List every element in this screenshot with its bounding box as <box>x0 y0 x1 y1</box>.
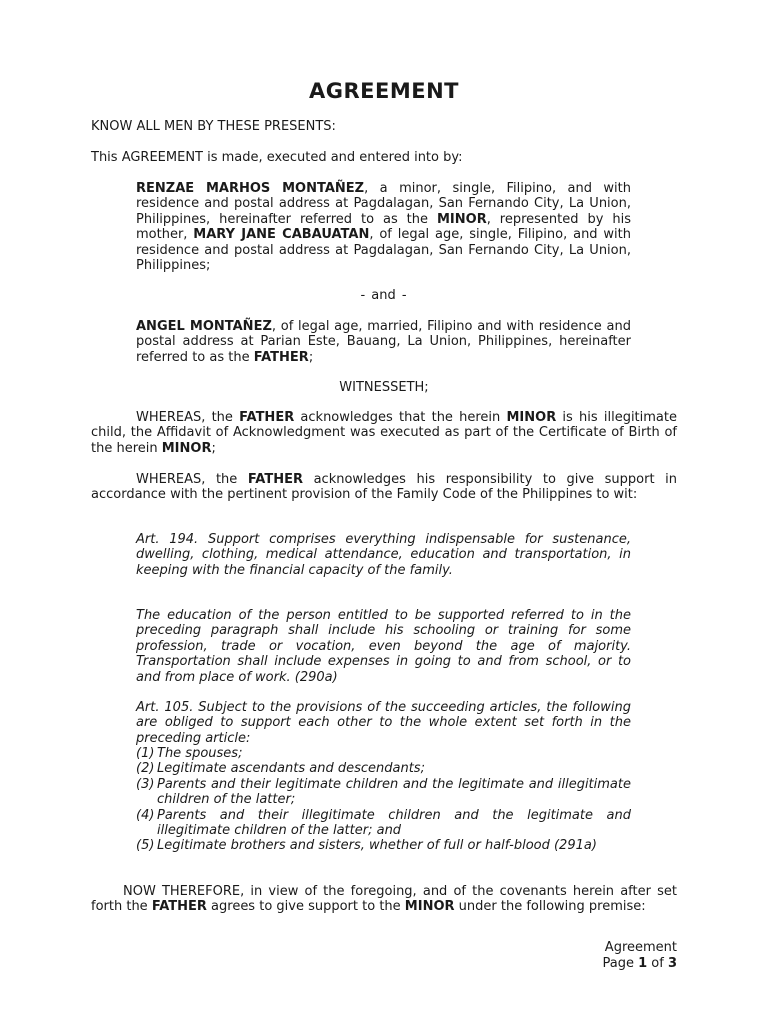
now-therefore-paragraph: NOW THEREFORE, in view of the foregoing, and of the covenants herein after set forth the FATHER agrees to give support to the MINOR under the following premise: <box>91 884 677 915</box>
document-title: AGREEMENT <box>309 79 459 103</box>
page-number: Page 1 of 3 <box>602 956 677 971</box>
quote-art-105: Art. 105. Subject to the provisions of the succeeding articles, the following are obliged to support each other to the whole extent set forth in the preceding article: <box>136 700 631 746</box>
total-pages: 3 <box>667 956 677 971</box>
list-item: (4) Parents and their illegitimate children and the legitimate and illegitimate children of the latter; and <box>136 807 631 839</box>
party-minor-paragraph: RENZAE MARHOS MONTAÑEZ, a minor, single, Filipino, and with residence and postal address at Pagdalagan, San Fernando City, La Union, Philippines, hereinafter referred to as the MINOR, represented by his mother, MARY JANE CABAUATAN, of legal age, single, Filipino, and with residence and postal address at Pagdalagan, San Fernando City, La Union, Philippines; <box>136 181 631 274</box>
father-name: ANGEL MONTAÑEZ <box>136 319 272 334</box>
opening-line: KNOW ALL MEN BY THESE PRESENTS: <box>91 119 336 134</box>
quote-education: The education of the person entitled to be supported referred to in the preceding paragraph shall include his schooling or training for some profession, trade or vocation, even beyond the age of majority. Transportation shall include expenses in going to and from school, or to and from place of work. (290a) <box>136 608 631 685</box>
minor-name: RENZAE MARHOS MONTAÑEZ <box>136 181 365 196</box>
list-item: (5) Legitimate brothers and sisters, whether of full or half-blood (291a) <box>136 838 597 854</box>
whereas-paragraph-2: WHEREAS, the FATHER acknowledges his responsibility to give support in accordance with the pertinent provision of the Family Code of the Philippines to wit: <box>91 472 678 503</box>
witnesseth-heading: WITNESSETH; <box>339 380 429 395</box>
minor-role: MINOR <box>436 211 487 227</box>
footer-label: Agreement <box>604 940 677 955</box>
quote-art-194: Art. 194. Support comprises everything indispensable for sustenance, dwelling, clothing, medical attendance, education and transportation, in keeping with the financial capacity of the family. <box>136 532 631 578</box>
current-page: 1 <box>638 956 648 971</box>
father-role: FATHER <box>253 349 309 365</box>
mother-name: MARY JANE CABAUATAN <box>193 227 370 243</box>
list-item: (1) The spouses; <box>136 746 243 761</box>
intro-line: This AGREEMENT is made, executed and entered into by: <box>91 150 463 165</box>
and-separator: - and - <box>360 288 407 303</box>
support-obligors-list <box>136 746 631 854</box>
list-item: (2) Legitimate ascendants and descendants; <box>136 761 425 777</box>
party-father-paragraph: ANGEL MONTAÑEZ, of legal age, married, Filipino and with residence and postal address at Parian Este, Bauang, La Union, Philippines, hereinafter referred to as the FATHER; <box>136 319 631 365</box>
whereas-paragraph-1: WHEREAS, the FATHER acknowledges that the herein MINOR is his illegitimate child, the Affidavit of Acknowledgment was executed as part of the Certificate of Birth of the herein MINOR; <box>91 410 677 456</box>
page-footer <box>602 940 677 972</box>
list-item: (3) Parents and their legitimate children and the legitimate and illegitimate children of the latter; <box>136 776 631 808</box>
